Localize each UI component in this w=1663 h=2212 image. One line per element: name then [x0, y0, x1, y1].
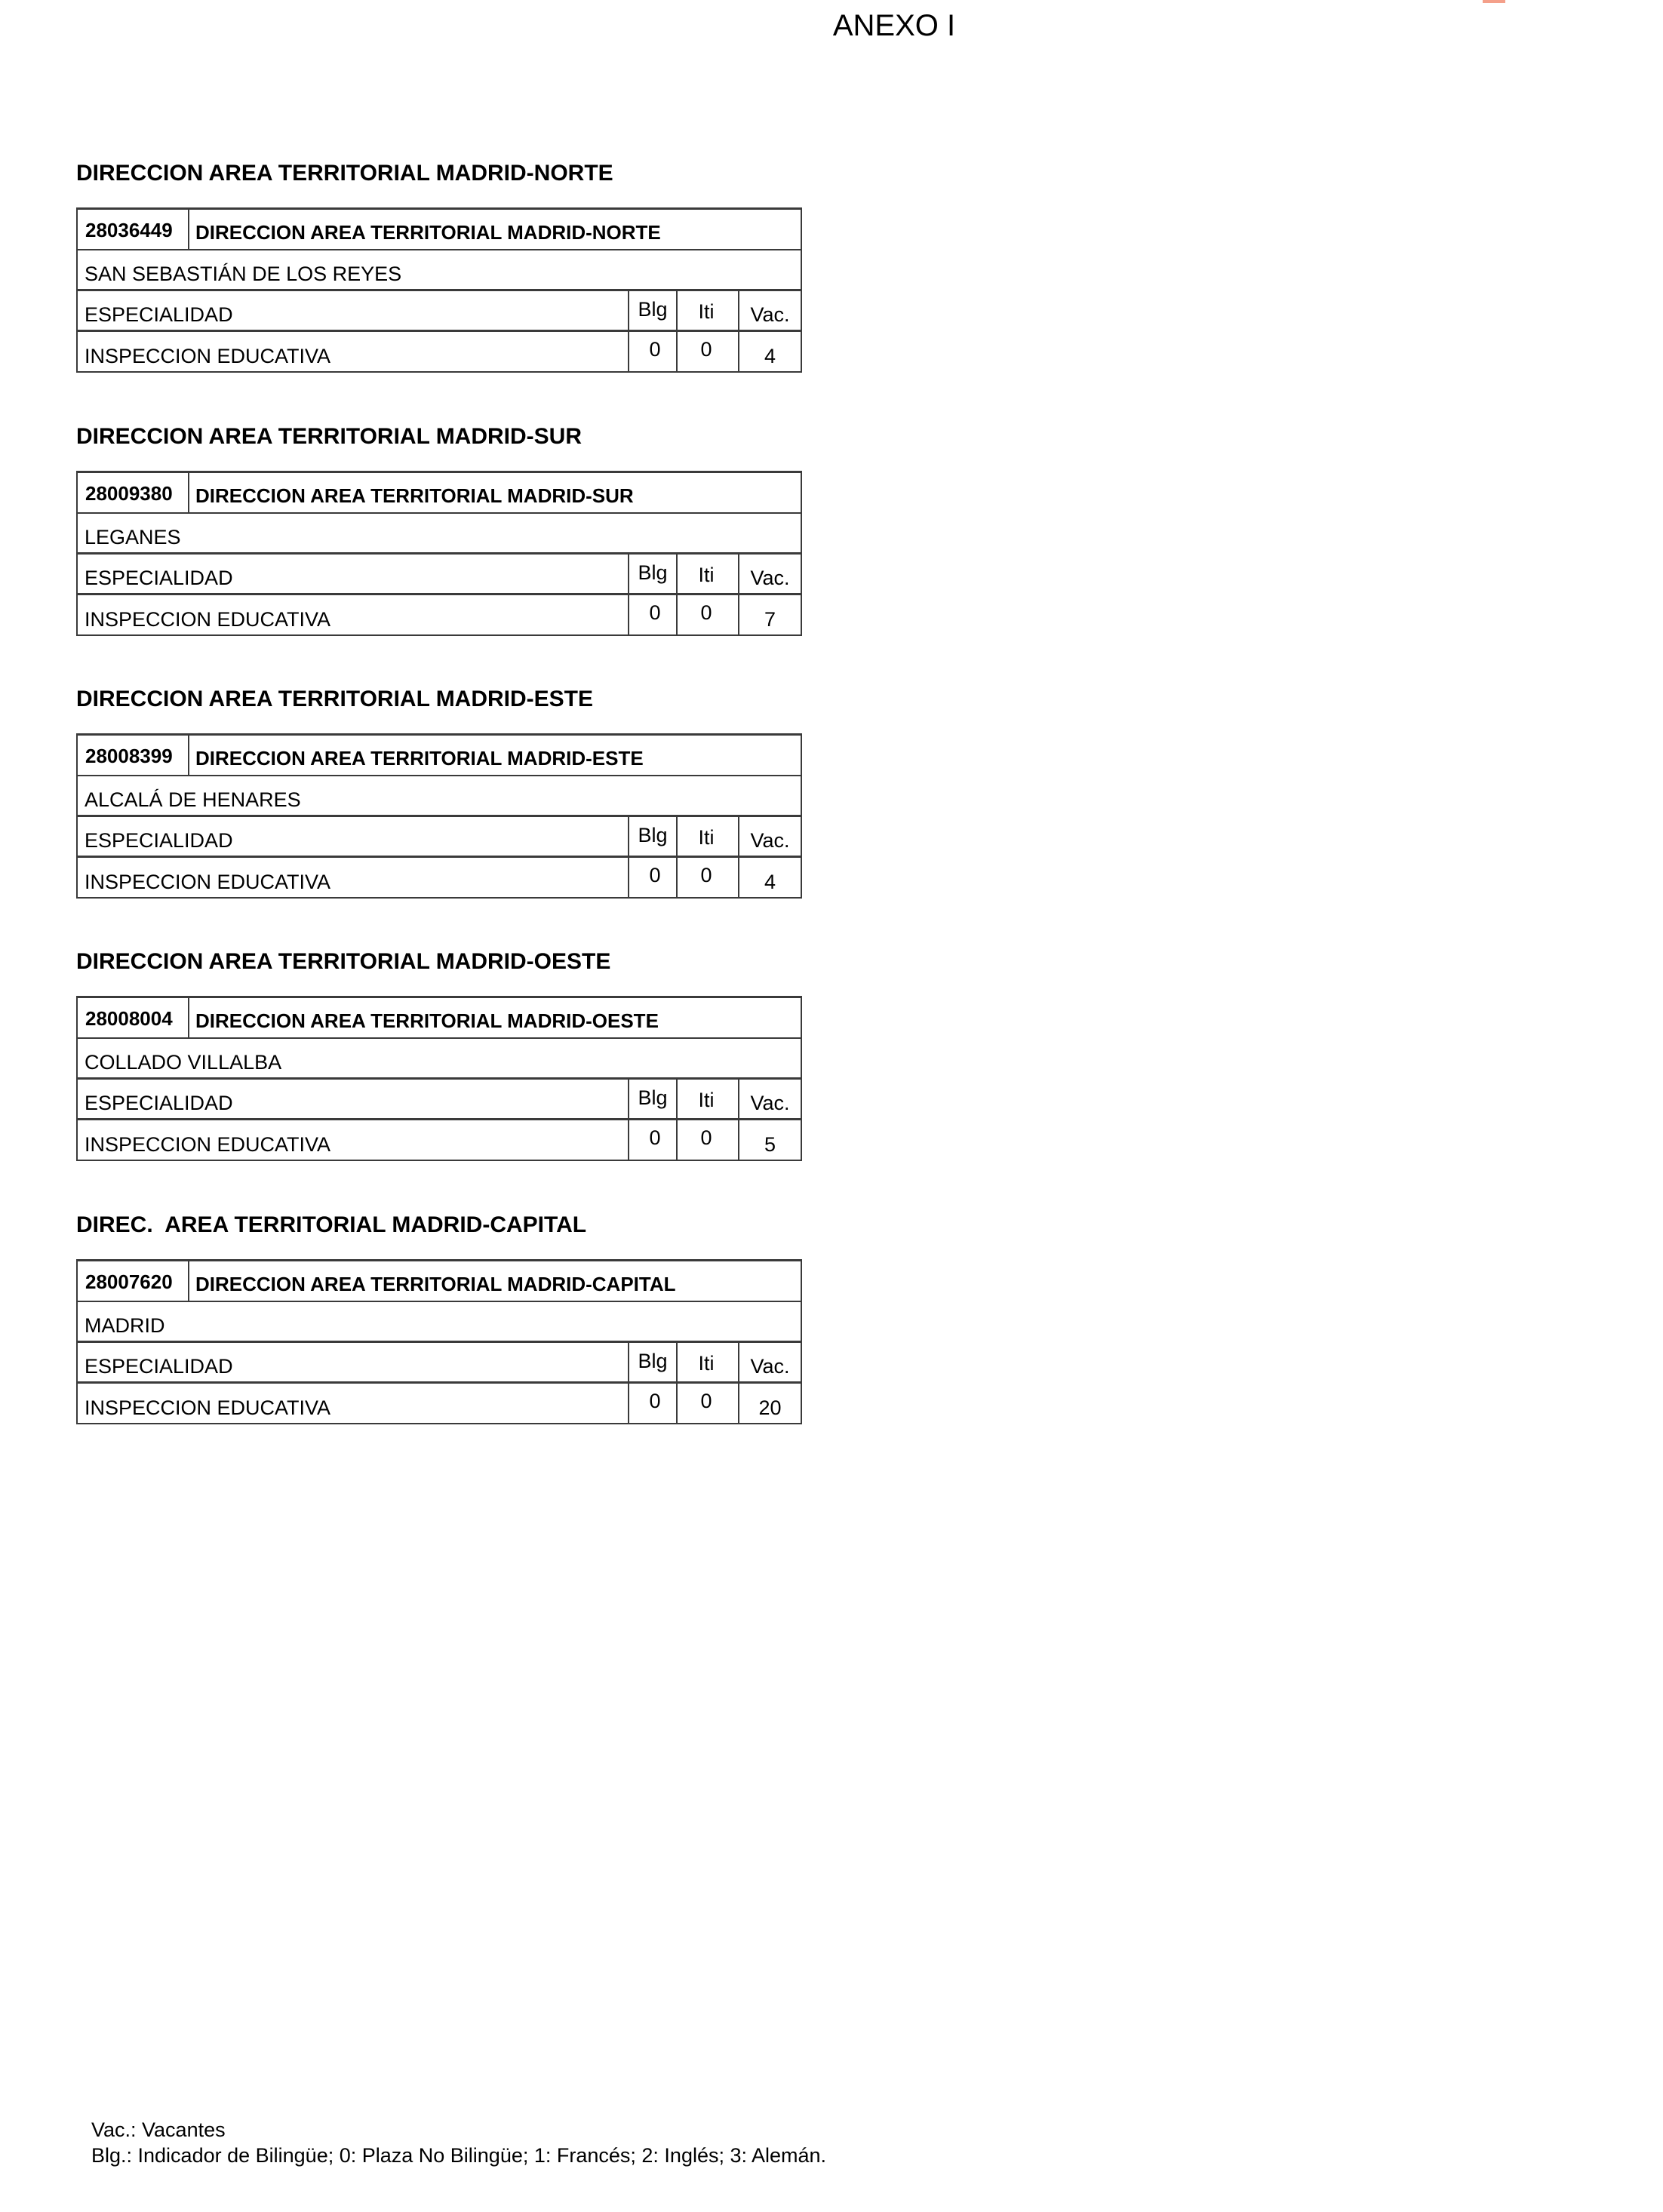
- section-madrid-este: [76, 686, 801, 899]
- locality-row: [78, 512, 801, 552]
- column-iti: Iti: [676, 1343, 738, 1381]
- vac-value: 4: [738, 858, 801, 897]
- column-vac: Vac.: [738, 291, 801, 330]
- column-blg: Blg: [628, 1080, 676, 1118]
- vac-value: 4: [738, 332, 801, 371]
- table-row: [78, 593, 801, 634]
- locality-row: [78, 1301, 801, 1341]
- table-row: [78, 330, 801, 371]
- section-madrid-sur: [76, 423, 801, 636]
- page-title: ANEXO I: [832, 9, 956, 42]
- center-name: DIRECCION AREA TERRITORIAL MADRID-NORTE: [188, 210, 801, 249]
- specialty-value: INSPECCION EDUCATIVA: [85, 345, 331, 367]
- column-specialty: ESPECIALIDAD: [85, 303, 233, 326]
- column-iti: Iti: [676, 291, 738, 330]
- column-specialty: ESPECIALIDAD: [85, 1355, 233, 1378]
- section-heading: DIRECCION AREA TERRITORIAL MADRID-OESTE: [76, 949, 611, 974]
- column-header-row: [78, 289, 801, 330]
- specialty-value: INSPECCION EDUCATIVA: [85, 608, 331, 631]
- center-header-row: [78, 1261, 801, 1301]
- center-name: DIRECCION AREA TERRITORIAL MADRID-ESTE: [188, 736, 801, 775]
- column-specialty: ESPECIALIDAD: [85, 829, 233, 852]
- locality: MADRID: [85, 1314, 165, 1337]
- center-code: 28007620: [85, 1270, 173, 1293]
- center-name: DIRECCION AREA TERRITORIAL MADRID-OESTE: [188, 998, 801, 1037]
- center-code: 28008399: [85, 745, 173, 767]
- column-vac: Vac.: [738, 1080, 801, 1118]
- specialty-value: INSPECCION EDUCATIVA: [85, 1133, 331, 1156]
- locality: ALCALÁ DE HENARES: [85, 788, 301, 811]
- locality-row: [78, 775, 801, 815]
- vacancy-table: [76, 1259, 802, 1424]
- blg-value: 0: [628, 332, 676, 371]
- center-code: 28036449: [85, 219, 173, 241]
- locality-row: [78, 1037, 801, 1077]
- specialty-value: INSPECCION EDUCATIVA: [85, 871, 331, 893]
- locality: LEGANES: [85, 526, 181, 548]
- center-header-row: [78, 998, 801, 1037]
- column-blg: Blg: [628, 555, 676, 593]
- vacancy-table: [76, 996, 802, 1161]
- section-madrid-capital: [76, 1212, 801, 1424]
- center-name: DIRECCION AREA TERRITORIAL MADRID-SUR: [188, 473, 801, 512]
- footnote-vac: Vac.: Vacantes: [91, 2118, 226, 2141]
- section-madrid-norte: [76, 160, 801, 373]
- column-specialty: ESPECIALIDAD: [85, 567, 233, 589]
- iti-value: 0: [676, 858, 738, 897]
- center-name: DIRECCION AREA TERRITORIAL MADRID-CAPITAL: [188, 1261, 801, 1301]
- column-header-row: [78, 1341, 801, 1381]
- iti-value: 0: [676, 595, 738, 634]
- iti-value: 0: [676, 1384, 738, 1423]
- vac-value: 20: [738, 1384, 801, 1423]
- section-madrid-oeste: [76, 948, 801, 1161]
- section-heading: DIRECCION AREA TERRITORIAL MADRID-ESTE: [76, 687, 594, 711]
- locality: COLLADO VILLALBA: [85, 1051, 282, 1074]
- vacancy-table: [76, 471, 802, 636]
- center-header-row: [78, 210, 801, 249]
- table-row: [78, 856, 801, 897]
- locality-row: [78, 249, 801, 289]
- column-iti: Iti: [676, 555, 738, 593]
- blg-value: 0: [628, 1120, 676, 1160]
- section-heading: DIRECCION AREA TERRITORIAL MADRID-NORTE: [76, 161, 613, 186]
- column-header-row: [78, 1077, 801, 1118]
- vacancy-table: [76, 207, 802, 373]
- column-header-row: [78, 552, 801, 593]
- center-code: 28009380: [85, 482, 173, 505]
- blg-value: 0: [628, 1384, 676, 1423]
- column-specialty: ESPECIALIDAD: [85, 1092, 233, 1114]
- column-blg: Blg: [628, 291, 676, 330]
- table-row: [78, 1381, 801, 1423]
- center-header-row: [78, 473, 801, 512]
- column-vac: Vac.: [738, 555, 801, 593]
- column-vac: Vac.: [738, 817, 801, 856]
- vac-value: 7: [738, 595, 801, 634]
- column-iti: Iti: [676, 817, 738, 856]
- column-header-row: [78, 815, 801, 856]
- corner-mark: [1483, 0, 1505, 3]
- vac-value: 5: [738, 1120, 801, 1160]
- table-row: [78, 1118, 801, 1160]
- column-blg: Blg: [628, 817, 676, 856]
- section-heading: DIREC. AREA TERRITORIAL MADRID-CAPITAL: [76, 1212, 587, 1237]
- center-header-row: [78, 736, 801, 775]
- specialty-value: INSPECCION EDUCATIVA: [85, 1396, 331, 1419]
- blg-value: 0: [628, 595, 676, 634]
- blg-value: 0: [628, 858, 676, 897]
- footnote-blg: Blg.: Indicador de Bilingüe; 0: Plaza No Bilingüe; 1: Francés; 2: Inglés; 3: Alemán.: [91, 2144, 827, 2167]
- iti-value: 0: [676, 1120, 738, 1160]
- locality: SAN SEBASTIÁN DE LOS REYES: [85, 263, 402, 285]
- center-code: 28008004: [85, 1007, 173, 1030]
- column-blg: Blg: [628, 1343, 676, 1381]
- section-heading: DIRECCION AREA TERRITORIAL MADRID-SUR: [76, 424, 583, 449]
- iti-value: 0: [676, 332, 738, 371]
- vacancy-table: [76, 733, 802, 899]
- column-iti: Iti: [676, 1080, 738, 1118]
- footnotes: [91, 2117, 826, 2168]
- column-vac: Vac.: [738, 1343, 801, 1381]
